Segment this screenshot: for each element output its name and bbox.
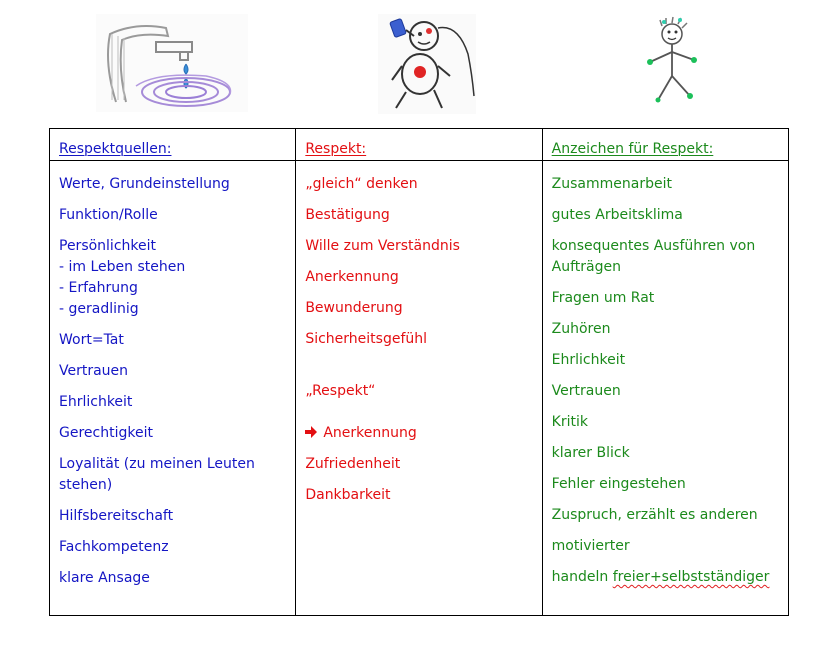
list-item: Zufriedenheit (305, 456, 401, 472)
list-item: gutes Arbeitsklima (551, 207, 683, 223)
cell-signs (542, 161, 788, 616)
list-item: Funktion/Rolle (59, 207, 158, 223)
list-item: Vertrauen (59, 363, 129, 379)
list-item: Zusammenarbeit (551, 176, 672, 192)
list-item: Dankbarkeit (305, 487, 391, 503)
list-item: Zuhören (551, 321, 611, 337)
person-drinking-drawing-icon (378, 14, 476, 114)
header-cell-respect (296, 129, 542, 161)
list-item: Persönlichkeit - im Leben stehen - Erfahrung - geradlinig (59, 238, 186, 317)
signs-list (552, 161, 780, 588)
cell-sources (50, 161, 296, 616)
list-item: Gerechtigkeit (59, 425, 153, 441)
header-cell-sources (50, 129, 296, 161)
list-item: Zuspruch, erzählt es anderen (551, 507, 758, 523)
list-item: Ehrlichkeit (59, 394, 133, 410)
list-item (305, 360, 533, 444)
list-item: Sicherheitsgefühl (305, 331, 428, 347)
header-cell-signs (542, 129, 788, 161)
sources-list (59, 161, 287, 589)
header-sources: Respektquellen: (59, 141, 172, 157)
list-item: Werte, Grundeinstellung (59, 176, 230, 192)
list-item: „gleich“ denken (305, 176, 418, 192)
list-item: Fehler eingestehen (551, 476, 686, 492)
spellcheck-flagged-word: freier+selbstständiger (612, 569, 770, 585)
list-item: motivierter (551, 538, 630, 554)
list-item: Bestätigung (305, 207, 390, 223)
list-item: Fragen um Rat (551, 290, 655, 306)
list-item: Hilfsbereitschaft (59, 508, 174, 524)
respect-quote-label: „Respekt“ (305, 383, 376, 399)
header-signs: Anzeichen für Respekt: (551, 141, 714, 157)
cell-respect (296, 161, 542, 616)
table-body-row (50, 161, 789, 616)
list-item: Wort=Tat (59, 332, 124, 348)
list-item: Anerkennung (305, 269, 399, 285)
list-item: Fachkompetenz (59, 539, 169, 555)
list-item: klarer Blick (551, 445, 630, 461)
list-item: Vertrauen (551, 383, 621, 399)
arrow-target-label: Anerkennung (323, 425, 417, 441)
list-item: Bewunderung (305, 300, 403, 316)
list-item (552, 567, 780, 588)
list-item: klare Ansage (59, 570, 150, 586)
water-faucet-drawing-icon (96, 14, 248, 112)
respect-table (49, 128, 789, 616)
list-item: Wille zum Verständnis (305, 238, 460, 254)
list-item: Kritik (551, 414, 588, 430)
table-header-row (50, 129, 789, 161)
list-item: Ehrlichkeit (551, 352, 626, 368)
list-item: Loyalität (zu meinen Leuten stehen) (59, 456, 255, 493)
respect-list (305, 161, 533, 506)
arrow-right-icon (305, 426, 317, 438)
header-respect: Respekt: (305, 141, 367, 157)
list-item: konsequentes Ausführen von Aufträgen (551, 238, 756, 275)
last-item-prefix: handeln (551, 569, 613, 585)
stick-figure-drawing-icon (636, 14, 708, 110)
